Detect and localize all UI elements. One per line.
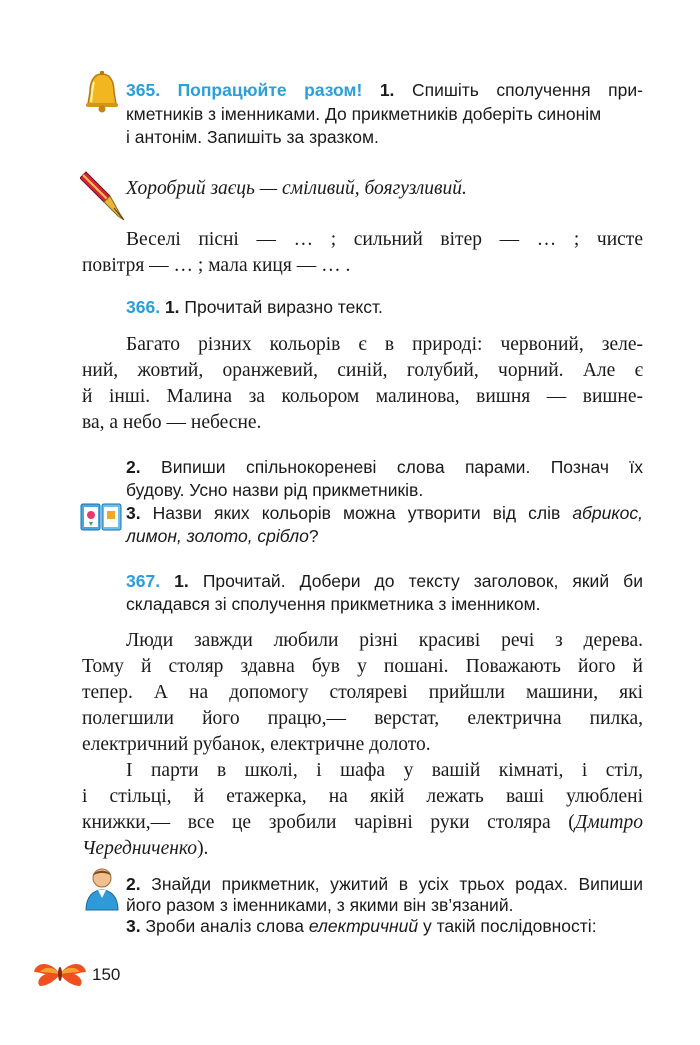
punctuation: ). bbox=[197, 838, 209, 859]
task-3 bbox=[126, 915, 597, 938]
sample-text: Хоробрий заєць — сміливий, боягузливий. bbox=[126, 178, 467, 199]
step-number: 2. bbox=[126, 457, 141, 477]
task-3-cont bbox=[126, 525, 319, 548]
author-name: Дмитро bbox=[574, 812, 643, 833]
instruction-text: Прочитай виразно текст. bbox=[184, 297, 383, 317]
open-book-icon bbox=[80, 500, 122, 534]
step-number: 2. bbox=[126, 874, 141, 894]
instruction-text: Назви яких кольорів можна утворити від слів bbox=[152, 503, 561, 523]
instruction-text: Випиши спільнокореневі слова парами. Познач їх bbox=[161, 457, 643, 477]
task-text: Веселі пісні — … ; сильний вітер — … ; чисте bbox=[126, 229, 643, 250]
word-list: абрикос, bbox=[572, 503, 643, 523]
analysis-word: електричний bbox=[308, 916, 419, 936]
instruction-text: складався зі сполучення прикметника з іменником. bbox=[126, 594, 541, 614]
task-text: повітря — … ; мала киця — … . bbox=[82, 255, 351, 276]
instruction-text: будову. Усно назви рід прикметників. bbox=[126, 480, 424, 500]
reading-text: тепер. А на допомогу столяреві прийшли машини, які bbox=[82, 682, 643, 703]
step-number: 3. bbox=[126, 916, 141, 936]
bell-icon bbox=[82, 70, 122, 114]
exercise-366-header bbox=[126, 296, 383, 319]
exercise-367-header bbox=[126, 570, 643, 593]
instruction-text: Знайди прикметник, ужитий в усіх трьох родах. Випиши bbox=[151, 874, 643, 894]
reading-text-part: книжки,— все це зробили чарівні руки столяра ( bbox=[82, 812, 575, 833]
reading-text: Тому й столяр здавна був у пошані. Поважають його й bbox=[82, 656, 643, 677]
instruction-text: і антонім. Запишіть за зразком. bbox=[126, 127, 379, 147]
reading-text: електричний рубанок, електричне долото. bbox=[82, 734, 431, 755]
butterfly-ornament-icon bbox=[32, 958, 88, 990]
reading-text bbox=[82, 836, 208, 862]
step-number: 1. bbox=[379, 80, 395, 100]
instruction-text: кметників з іменниками. До прикметників доберіть синонім bbox=[126, 104, 602, 124]
reading-text: полегшили його працю,— верстат, електрична пилка, bbox=[82, 708, 643, 729]
reading-text: Люди завжди любили різні красиві речі з дерева. bbox=[126, 630, 643, 651]
reading-text: ний, жовтий, оранжевий, синій, голубий, чорний. Але є bbox=[82, 360, 643, 381]
instruction-text: Прочитай. Добери до тексту заголовок, який би bbox=[202, 571, 643, 591]
fountain-pen-icon bbox=[80, 166, 126, 222]
task-2 bbox=[126, 456, 643, 479]
page-number: 150 bbox=[92, 965, 121, 984]
instruction-text: Зроби аналіз слова bbox=[145, 916, 305, 936]
instruction-text: його разом з іменниками, з якими він зв’язаний. bbox=[126, 895, 514, 915]
instruction-text: у такій послідовності: bbox=[423, 916, 597, 936]
step-number: 3. bbox=[126, 503, 141, 523]
exercise-number: 366. bbox=[126, 297, 161, 317]
task-3 bbox=[126, 502, 643, 525]
reading-text: ва, а небо — небесне. bbox=[82, 412, 262, 433]
step-number: 1. bbox=[174, 571, 189, 591]
step-number: 1. bbox=[164, 297, 180, 317]
student-icon bbox=[82, 866, 122, 912]
punctuation: ? bbox=[308, 526, 319, 546]
exercise-title: Попрацюйте разом! bbox=[177, 80, 363, 100]
exercise-number: 365. bbox=[126, 80, 161, 100]
exercise-365-header bbox=[126, 79, 643, 102]
word-list: лимон, золото, срібло bbox=[126, 526, 309, 546]
reading-text: і стільці, й етажерка, на якій лежать ваші улюблені bbox=[82, 786, 643, 807]
reading-text bbox=[82, 810, 643, 836]
author-surname: Чередниченко bbox=[82, 838, 198, 859]
exercise-number: 367. bbox=[126, 571, 161, 591]
reading-text: І парти в школі, і шафа у вашій кімнаті, і стіл, bbox=[126, 760, 643, 781]
reading-text: Багато різних кольорів є в природі: червоний, зеле- bbox=[126, 334, 643, 355]
task-2 bbox=[126, 873, 643, 896]
reading-text: й інші. Малина за кольором малинова, вишня — вишне- bbox=[82, 386, 643, 407]
instruction-text: Спишіть сполучення при- bbox=[411, 80, 643, 100]
